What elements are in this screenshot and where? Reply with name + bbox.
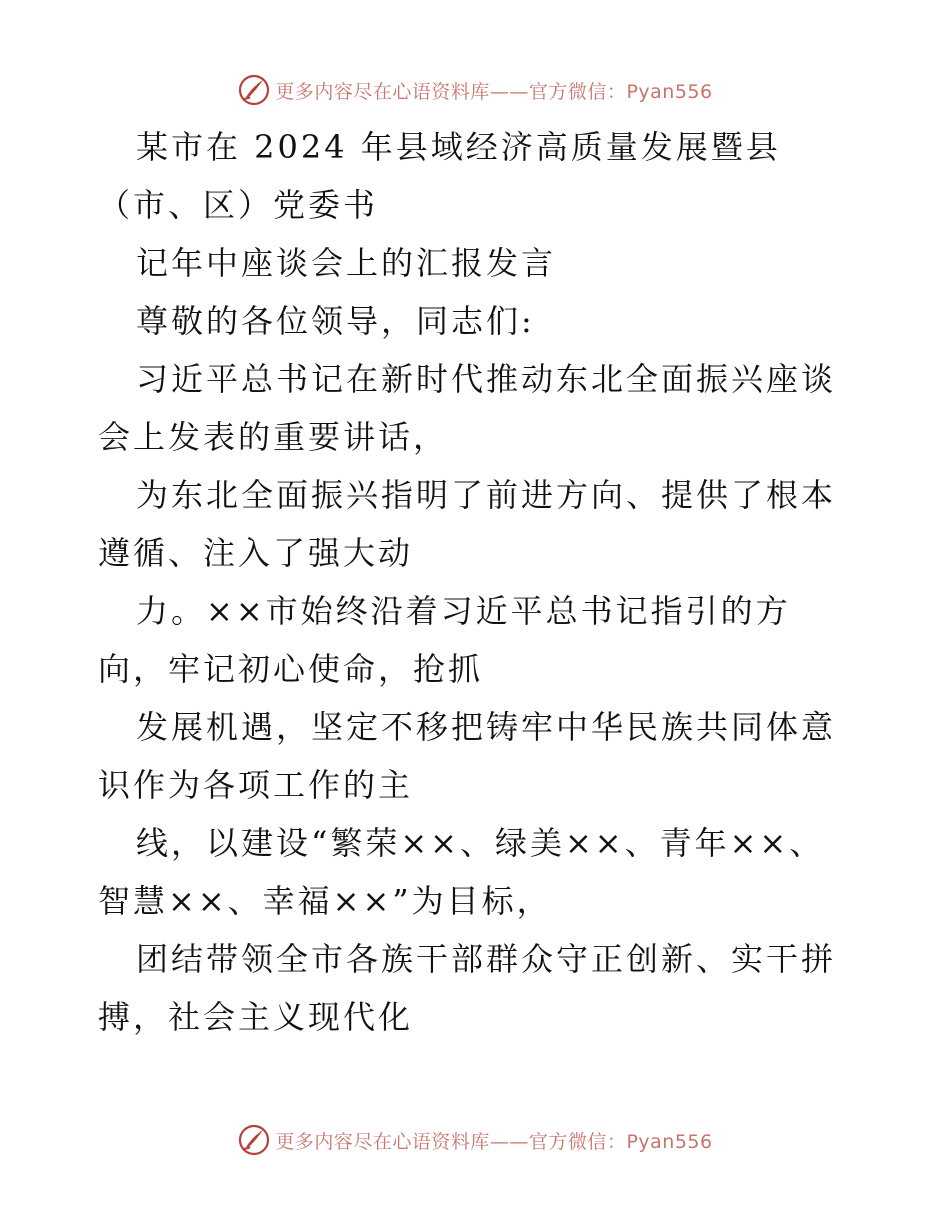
paragraph: 发展机遇，坚定不移把铸牢中华民族共同体意识作为各项工作的主 — [98, 708, 837, 804]
watermark-dash: —— — [489, 1130, 529, 1153]
header-watermark — [0, 70, 950, 110]
watermark-text — [275, 77, 712, 104]
watermark-wechat-id: Pyan556 — [626, 1130, 713, 1153]
paragraph: 记年中座谈会上的汇报发言 — [136, 244, 557, 282]
paragraph: 线，以建设“繁荣××、绿美××、青年××、智慧××、幸福××”为目标， — [98, 824, 825, 920]
paragraph: 团结带领全市各族干部群众守正创新、实干拼搏，社会主义现代化 — [98, 940, 837, 1036]
brush-pen-icon — [237, 1123, 271, 1157]
paragraph: 力。××市始终沿着习近平总书记指引的方向，牢记初心使命，抢抓 — [98, 592, 791, 688]
paragraph: 某市在 2024 年县域经济高质量发展暨县（市、区）党委书 — [98, 128, 781, 224]
paragraph: 为东北全面振兴指明了前进方向、提供了根本遵循、注入了强大动 — [98, 476, 837, 572]
watermark-wechat-label: 官方微信： — [528, 80, 627, 103]
watermark-dash: —— — [489, 80, 529, 103]
watermark-wechat-label: 官方微信： — [528, 1130, 627, 1153]
brush-pen-icon — [237, 73, 271, 107]
paragraph: 习近平总书记在新时代推动东北全面振兴座谈会上发表的重要讲话， — [98, 360, 837, 456]
paragraph: 尊敬的各位领导，同志们: — [136, 302, 535, 340]
watermark-text — [275, 1127, 712, 1154]
watermark-site-text: 更多内容尽在心语资料库 — [275, 1130, 490, 1153]
document-body — [98, 118, 858, 1046]
watermark-wechat-id: Pyan556 — [626, 80, 713, 103]
watermark-site-text: 更多内容尽在心语资料库 — [275, 80, 490, 103]
footer-watermark — [0, 1120, 950, 1160]
